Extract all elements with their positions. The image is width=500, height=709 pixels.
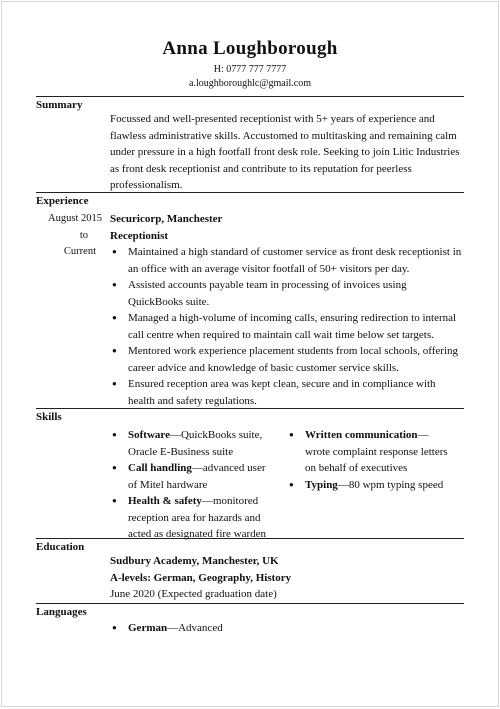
languages-bullets — [110, 620, 464, 637]
job-bullet: ● Maintained a high standard of customer service as front desk receptionist in an office with an average visitor footfall of 50+ visitors per day. — [110, 244, 464, 277]
summary-title: Summary — [36, 99, 83, 111]
languages-section — [36, 603, 464, 648]
language-level: —Advanced — [167, 622, 223, 634]
job-bullet: ● Mentored work experience placement students from local schools, offering career advice and knowledge of basic customer service skills. — [110, 343, 464, 376]
skill-name: Health & safety — [128, 495, 202, 507]
job-bullet: ● Managed a high-volume of incoming calls, ensuring redirection to internal call centre when required to maintain call wait time below set targets. — [110, 310, 464, 343]
email-address: a.loughboroughlc@gmail.com — [189, 78, 311, 89]
skill-name: Call handling — [128, 462, 192, 474]
languages-list — [110, 620, 464, 637]
job-dates — [36, 211, 102, 261]
languages-title: Languages — [36, 606, 87, 618]
phone-number: H: 0777 777 7777 — [213, 64, 287, 75]
resume-page — [1, 1, 499, 707]
education-entry — [110, 553, 464, 603]
job-date-from: August 2015 — [48, 213, 102, 224]
job-role: Receptionist — [110, 229, 169, 242]
skills-section — [36, 408, 464, 540]
skill-desc: —advanced user of Mitel hardware — [128, 462, 266, 491]
skill-desc: —wrote complaint response letters on behalf of executives — [305, 429, 448, 474]
education-date: June 2020 (Expected graduation date) — [110, 588, 277, 600]
skill-item — [110, 427, 275, 460]
education-section — [36, 538, 464, 601]
job-bullets — [110, 244, 464, 409]
job-entry — [110, 211, 464, 409]
experience-title: Experience — [36, 195, 89, 207]
resume-header — [2, 2, 498, 91]
job-company: Securicorp, Manchester — [110, 213, 223, 225]
skills-title: Skills — [36, 411, 62, 423]
skills-column-left — [110, 427, 287, 543]
skill-desc: —80 wpm typing speed — [337, 478, 444, 491]
job-date-to-word: to — [79, 229, 88, 241]
education-school: Sudbury Academy, Manchester, UK — [110, 555, 279, 567]
language-item — [110, 620, 464, 637]
candidate-name: Anna Loughborough — [162, 38, 338, 59]
skill-item — [287, 427, 452, 477]
language-name: German — [128, 622, 168, 634]
skill-desc: —monitored reception area for hazards and acted as designated fire warden — [128, 495, 267, 540]
job-date-to: Current — [63, 246, 96, 257]
summary-section — [36, 96, 464, 189]
skill-name: Software — [128, 429, 170, 441]
skills-list — [110, 427, 464, 543]
skill-item — [287, 477, 452, 494]
job-bullet: ● Ensured reception area was kept clean, secure and in compliance with health and safety regulations. — [110, 376, 464, 409]
education-title: Education — [36, 541, 85, 553]
experience-section — [36, 192, 464, 407]
skill-name: Written communication — [305, 429, 418, 441]
summary-text: Focussed and well-presented receptionist with 5+ years of experience and flawless administrative skills. Accustomed to multitasking and remaining calm under pressure in a high footfall front desk role. Seeking to join Litic Industries as front desk receptionist and contribute to its reputation for peerless professionalism. — [110, 113, 460, 191]
job-bullet: ● Assisted accounts payable team in processing of invoices using QuickBooks suite. — [110, 277, 464, 310]
skill-item — [110, 493, 275, 543]
skill-item — [110, 460, 275, 493]
skill-desc: —QuickBooks suite, Oracle E-Business suite — [128, 429, 263, 458]
education-qualification: A-levels: German, Geography, History — [110, 571, 292, 584]
skills-column-right — [287, 427, 464, 543]
skill-name: Typing — [305, 478, 338, 491]
